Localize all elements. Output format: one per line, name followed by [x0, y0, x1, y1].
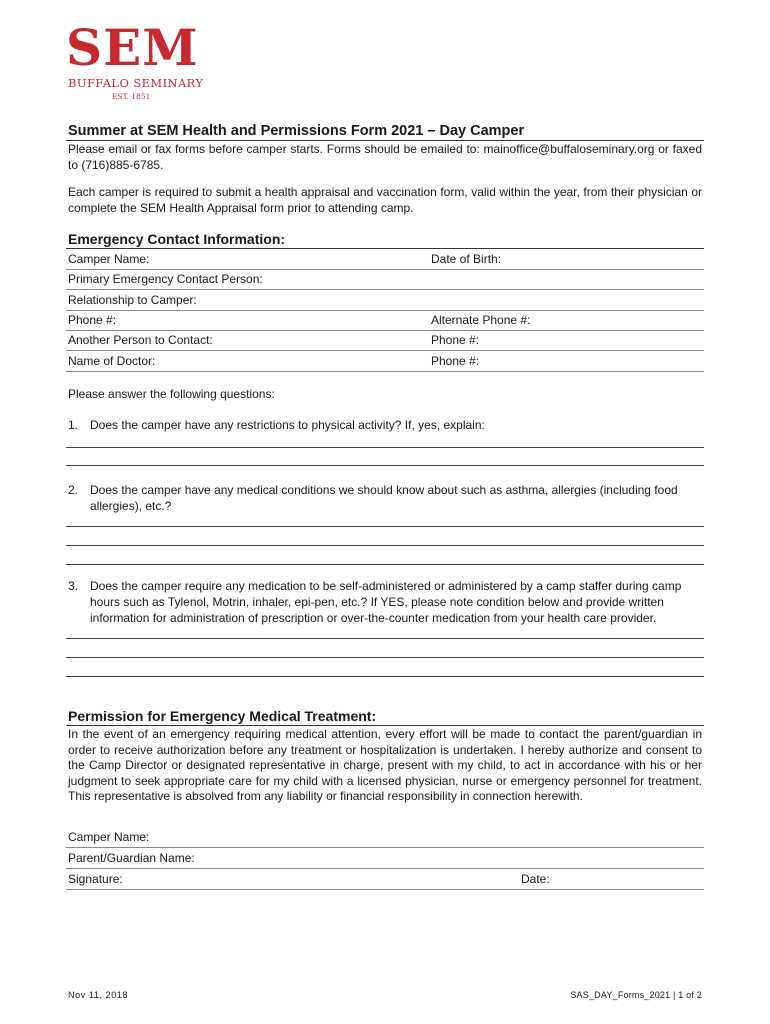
permission-camper-name-label: Camper Name: [68, 830, 150, 844]
alternate-phone-label: Alternate Phone #: [431, 313, 531, 327]
another-phone-label: Phone #: [431, 333, 480, 347]
answer-line[interactable] [66, 676, 704, 677]
question-text: Does the camper have any restrictions to physical activity? If, yes, explain: [90, 418, 485, 432]
phone-label: Phone #: [68, 313, 117, 327]
permission-camper-name-field[interactable] [66, 847, 704, 848]
signature-field[interactable] [66, 889, 704, 890]
title-divider [66, 140, 704, 141]
footer-date: Nov 11, 2018 [68, 990, 129, 1000]
phone-field[interactable] [66, 330, 704, 331]
answer-line[interactable] [66, 545, 704, 546]
emergency-heading: Emergency Contact Information: [68, 231, 286, 247]
relationship-field[interactable] [66, 310, 704, 311]
question-text: Does the camper require any medication to be self-administered or administered by a camp staffer during camp hours such as Tylenol, Motrin, inhaler, epi-pen, etc.? If YES, please note condition below and provide written information for administration of prescription or over-the-counter medication from your health care provider. [90, 579, 682, 625]
permission-heading: Permission for Emergency Medical Treatment: [68, 708, 377, 724]
permission-body: In the event of an emergency requiring medical attention, every effort will be made to contact the parent/guardian in order to receive authorization before any treatment or hospitalization is undertaken. I hereby authorize and consent to the Camp Director or designated representative in charge, present with my child, to act in accordance with his or her judgment to seek appropriate care for my child with a licensed physician, nurse or emergency personnel for treatment. This representative is absolved from any liability or financial responsibility in connection herewith. [68, 727, 702, 803]
another-person-field[interactable] [66, 350, 704, 351]
intro-paragraph-2: Each camper is required to submit a health appraisal and vaccination form, valid within the year, from their physician or complete the SEM Health Appraisal form prior to attending camp. [68, 185, 702, 215]
primary-contact-label: Primary Emergency Contact Person: [68, 272, 263, 286]
date-label: Date: [521, 872, 550, 886]
logo-subtitle: BUFFALO SEMINARY [68, 76, 204, 90]
camper-name-label: Camper Name: [68, 252, 150, 266]
guardian-name-label: Parent/Guardian Name: [68, 851, 195, 865]
answer-line[interactable] [66, 526, 704, 527]
emergency-divider [66, 248, 704, 249]
doctor-field[interactable] [66, 371, 704, 372]
footer-page-info: SAS_DAY_Forms_2021 | 1 of 2 [570, 990, 702, 1000]
question-number: 3. [68, 579, 79, 593]
logo-sem: SEM [66, 18, 199, 77]
answer-line[interactable] [66, 657, 704, 658]
question-text: Does the camper have any medical conditions we should know about such as asthma, allergies (including food allergies), etc.? [90, 483, 678, 513]
intro-paragraph-1: Please email or fax forms before camper starts. Forms should be emailed to: mainoffice@buffaloseminary.org or faxed to (716)885-6785. [68, 142, 702, 172]
question-number: 1. [68, 418, 79, 432]
camper-name-field[interactable] [66, 269, 704, 270]
another-person-label: Another Person to Contact: [68, 333, 213, 347]
permission-divider [66, 725, 704, 726]
doctor-label: Name of Doctor: [68, 354, 156, 368]
questions-intro: Please answer the following questions: [68, 387, 275, 401]
doctor-phone-label: Phone #: [431, 354, 480, 368]
page-title: Summer at SEM Health and Permissions Form 2021 – Day Camper [68, 123, 525, 139]
primary-contact-field[interactable] [66, 289, 704, 290]
answer-line[interactable] [66, 447, 704, 448]
guardian-name-field[interactable] [66, 868, 704, 869]
answer-line[interactable] [66, 638, 704, 639]
question-number: 2. [68, 483, 79, 497]
answer-line[interactable] [66, 465, 704, 466]
answer-line[interactable] [66, 564, 704, 565]
logo-established: EST. 1851 [112, 92, 151, 101]
relationship-label: Relationship to Camper: [68, 293, 197, 307]
signature-label: Signature: [68, 872, 123, 886]
date-of-birth-label: Date of Birth: [431, 252, 502, 266]
